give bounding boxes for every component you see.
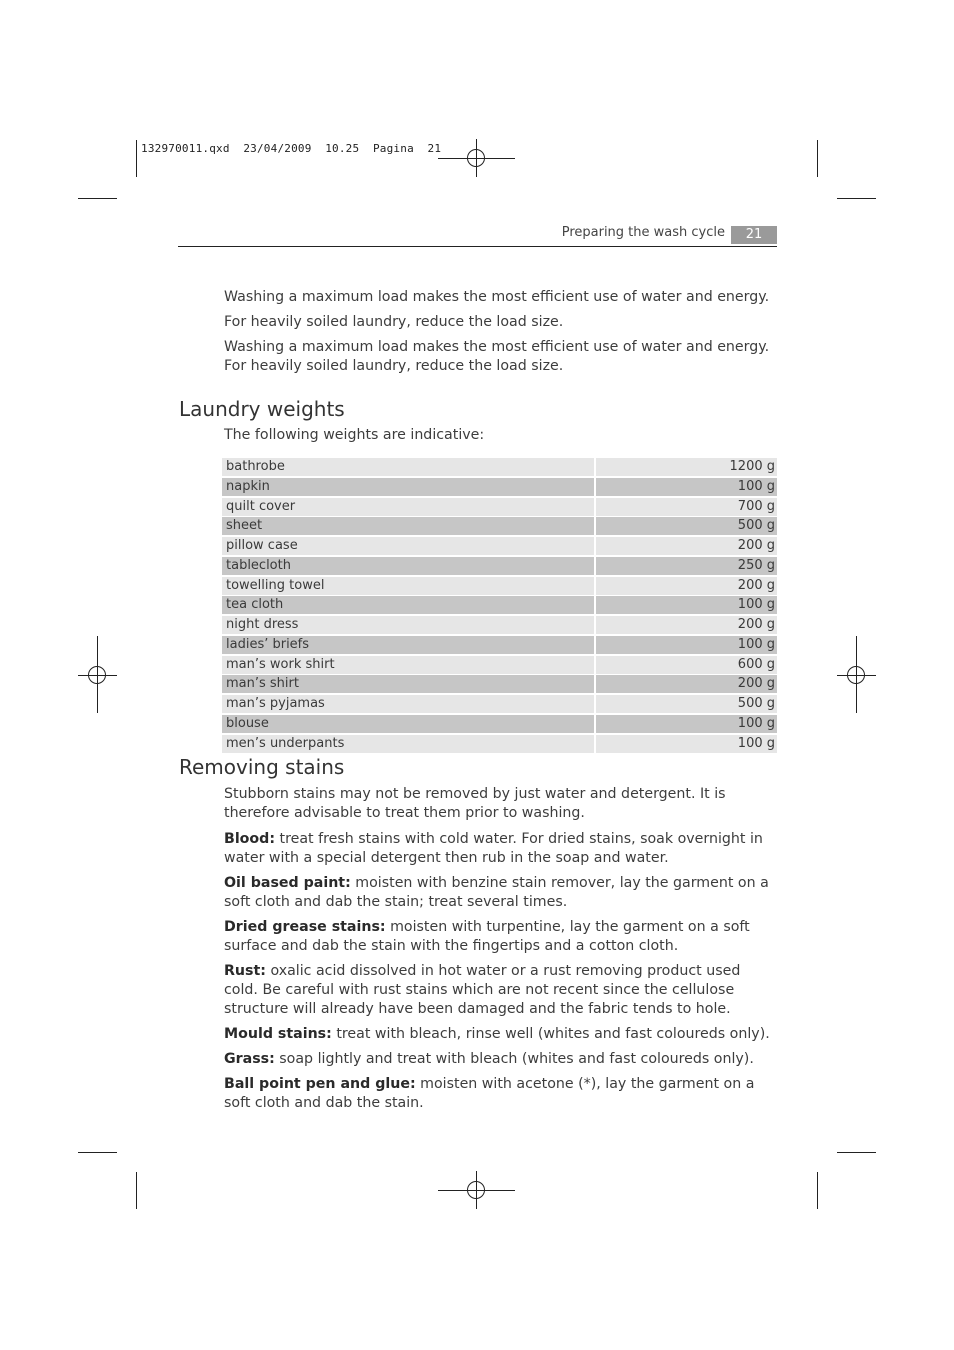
stain-text: oxalic acid dissolved in hot water or a rust removing product used cold. Be careful with rust stains which are not recent since the cellulose structure will already have been damaged and the fabric tends to hole. [224, 963, 741, 1017]
weight-cell: 700 g [596, 498, 777, 516]
item-cell: blouse [222, 715, 594, 733]
table-row [222, 656, 777, 674]
weight-cell: 600 g [596, 656, 777, 674]
header-rule [178, 246, 777, 247]
crop-mark [136, 140, 137, 177]
item-cell: man’s pyjamas [222, 695, 594, 713]
weights-table [222, 458, 777, 754]
intro-paragraph: For heavily soiled laundry, reduce the load size. [224, 314, 564, 330]
stain-text: moisten with acetone (*), lay the garment on a soft cloth and dab the stain. [224, 1076, 755, 1111]
stain-ballpoint [224, 1075, 776, 1113]
table-row [222, 715, 777, 733]
item-cell: night dress [222, 616, 594, 634]
item-cell: tea cloth [222, 596, 594, 614]
stain-blood [224, 830, 776, 868]
table-row [222, 478, 777, 496]
weight-cell: 100 g [596, 478, 777, 496]
weight-cell: 200 g [596, 577, 777, 595]
weight-cell: 500 g [596, 695, 777, 713]
crop-mark [136, 1172, 137, 1209]
table-row [222, 636, 777, 654]
stain-label: Rust: [224, 963, 266, 979]
stain-label: Ball point pen and glue: [224, 1076, 416, 1092]
weight-cell: 100 g [596, 596, 777, 614]
weight-cell: 100 g [596, 636, 777, 654]
table-row [222, 517, 777, 535]
weights-intro: The following weights are indicative: [224, 427, 485, 443]
stain-grass [224, 1050, 776, 1069]
item-cell: pillow case [222, 537, 594, 555]
weight-cell: 1200 g [596, 458, 777, 476]
crop-mark [78, 1152, 117, 1153]
crop-mark [817, 1172, 818, 1209]
table-row [222, 616, 777, 634]
weight-cell: 250 g [596, 557, 777, 575]
stain-text: moisten with turpentine, lay the garment on a soft surface and dab the stain with the fingertips and a cotton cloth. [224, 919, 750, 954]
print-slug: 132970011.qxd 23/04/2009 10.25 Pagina 21 [141, 142, 442, 155]
stains-intro: Stubborn stains may not be removed by just water and detergent. It is therefore advisable to treat them prior to washing. [224, 786, 726, 821]
table-row [222, 537, 777, 555]
stain-label: Dried grease stains: [224, 919, 386, 935]
weight-cell: 100 g [596, 715, 777, 733]
table-row [222, 695, 777, 713]
stain-label: Blood: [224, 831, 276, 847]
stain-label: Mould stains: [224, 1026, 332, 1042]
item-cell: quilt cover [222, 498, 594, 516]
item-cell: man’s shirt [222, 675, 594, 693]
stain-rust [224, 962, 776, 1019]
crop-mark [78, 198, 117, 199]
item-cell: sheet [222, 517, 594, 535]
page-number: 21 [731, 226, 777, 244]
stain-grease [224, 918, 776, 956]
stain-label: Oil based paint: [224, 875, 351, 891]
intro-paragraph: Washing a maximum load makes the most efficient use of water and energy. [224, 289, 770, 305]
weight-cell: 200 g [596, 537, 777, 555]
weight-cell: 100 g [596, 735, 777, 753]
item-cell: towelling towel [222, 577, 594, 595]
weight-cell: 200 g [596, 675, 777, 693]
section-heading-laundry-weights: Laundry weights [179, 397, 345, 421]
weight-cell: 200 g [596, 616, 777, 634]
table-row [222, 458, 777, 476]
table-row [222, 577, 777, 595]
item-cell: men’s underpants [222, 735, 594, 753]
stain-text: moisten with benzine stain remover, lay the garment on a soft cloth and dab the stain; treat several times. [224, 875, 769, 910]
stain-text: soap lightly and treat with bleach (whites and fast coloureds only). [274, 1051, 754, 1067]
table-row [222, 498, 777, 516]
item-cell: man’s work shirt [222, 656, 594, 674]
stain-text: treat fresh stains with cold water. For dried stains, soak overnight in water with a special detergent then rub in the soap and water. [224, 831, 763, 866]
table-row [222, 735, 777, 753]
item-cell: bathrobe [222, 458, 594, 476]
item-cell: tablecloth [222, 557, 594, 575]
crop-mark [837, 1152, 876, 1153]
section-heading-removing-stains: Removing stains [179, 755, 345, 779]
running-head: Preparing the wash cycle [561, 225, 725, 240]
intro-paragraph: Washing a maximum load makes the most efficient use of water and energy. For heavily soiled laundry, reduce the load size. [224, 339, 770, 374]
table-row [222, 596, 777, 614]
stain-label: Grass: [224, 1051, 275, 1067]
stain-mould [224, 1025, 776, 1044]
item-cell: ladies’ briefs [222, 636, 594, 654]
table-row [222, 557, 777, 575]
crop-mark [817, 140, 818, 177]
weight-cell: 500 g [596, 517, 777, 535]
item-cell: napkin [222, 478, 594, 496]
crop-mark [837, 198, 876, 199]
stain-text: treat with bleach, rinse well (whites and fast coloureds only). [331, 1026, 770, 1042]
table-row [222, 675, 777, 693]
stain-oil-paint [224, 874, 776, 912]
